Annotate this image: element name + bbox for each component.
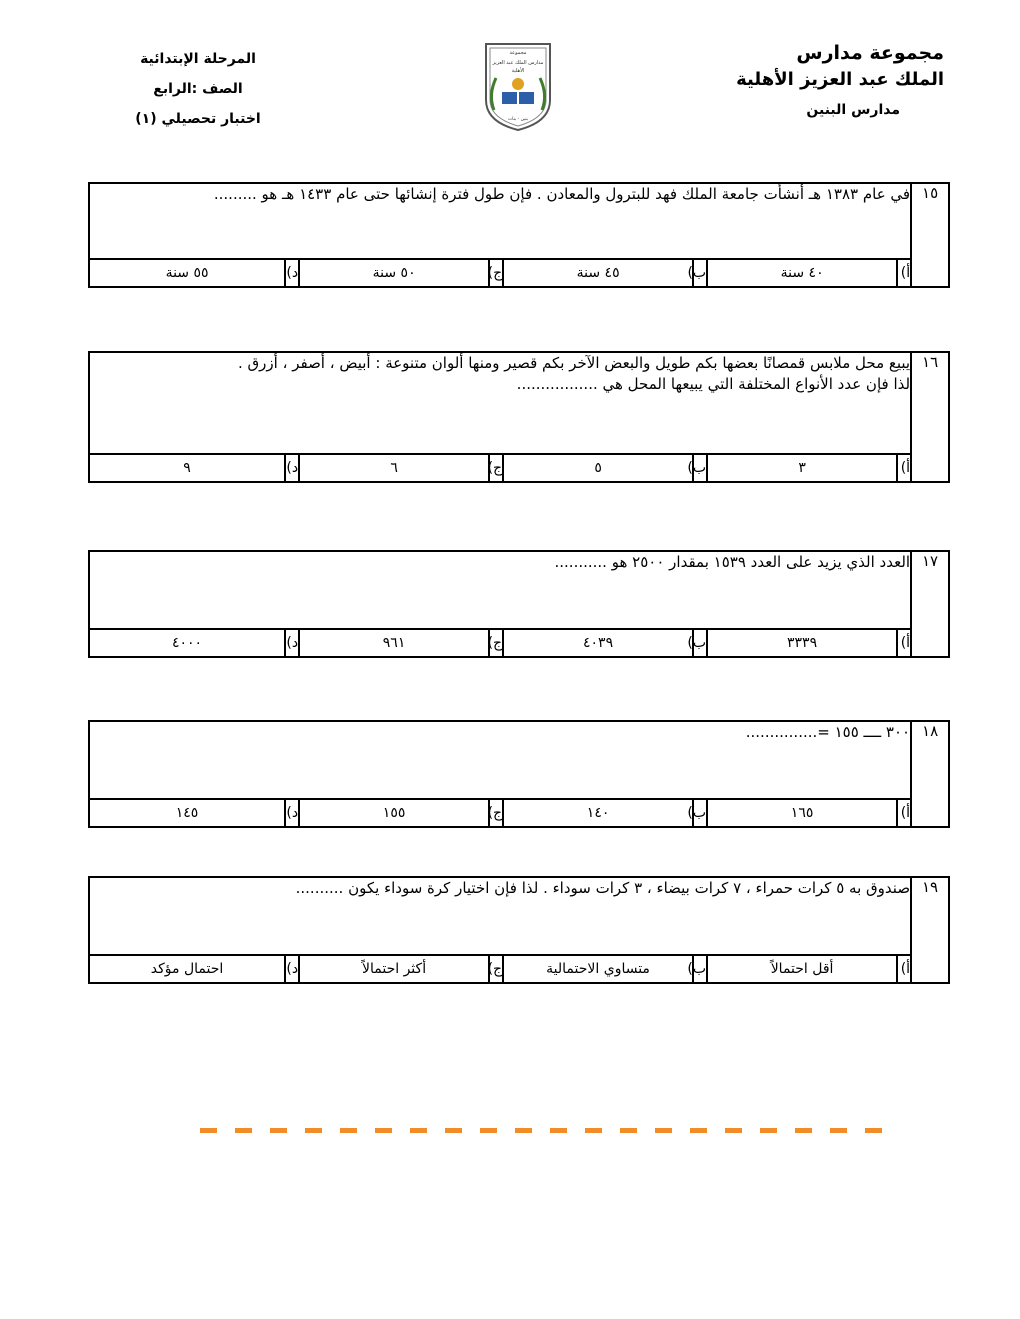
question-stem bbox=[89, 721, 911, 799]
option-letter: أ) bbox=[897, 629, 911, 657]
question-17 bbox=[88, 550, 950, 658]
logo-subtext: بنين - بنات bbox=[507, 117, 529, 122]
option-letter: أ) bbox=[897, 955, 911, 983]
logo-text-top: مجموعة bbox=[509, 50, 527, 56]
option-a[interactable]: ٣ bbox=[707, 454, 897, 482]
option-letter: أ) bbox=[897, 259, 911, 287]
logo-text-main: مدارس الملك عبد العزيز bbox=[492, 60, 544, 66]
option-letter: ج) bbox=[489, 454, 503, 482]
question-number: ١٦ bbox=[911, 352, 949, 482]
option-c[interactable]: ٩٦١ bbox=[299, 629, 489, 657]
question-stem bbox=[89, 877, 911, 955]
question-stem-line: ٣٠٠ ــــ ١٥٥ =............... bbox=[745, 723, 911, 741]
question-stem-line: العدد الذي يزيد على العدد ١٥٣٩ بمقدار ٢٥٠٠ هو ........... bbox=[554, 553, 911, 571]
option-letter: ج) bbox=[489, 799, 503, 827]
question-stem-line: في عام ١٣٨٣ هـ أنشأت جامعة الملك فهد للبترول والمعادن . فإن طول فترة إنشائها حتى عام ١٤٣٣ هـ هو ......... bbox=[213, 185, 911, 203]
exam-info bbox=[118, 46, 278, 136]
question-stem-line: لذا فإن عدد الأنواع المختلفة التي يبيعها المحل هي ................. bbox=[516, 375, 911, 393]
option-letter: أ) bbox=[897, 454, 911, 482]
logo-book-left bbox=[502, 92, 517, 104]
option-letter: د) bbox=[285, 259, 299, 287]
question-number: ١٥ bbox=[911, 183, 949, 287]
question-19 bbox=[88, 876, 950, 984]
logo-book-right bbox=[519, 92, 534, 104]
option-a[interactable]: ١٦٥ bbox=[707, 799, 897, 827]
option-b[interactable]: ٤٥ سنة bbox=[503, 259, 693, 287]
option-b[interactable]: ٥ bbox=[503, 454, 693, 482]
option-letter: ج) bbox=[489, 955, 503, 983]
question-number: ١٨ bbox=[911, 721, 949, 827]
option-letter: د) bbox=[285, 454, 299, 482]
option-c[interactable]: ٥٠ سنة bbox=[299, 259, 489, 287]
option-b[interactable]: ١٤٠ bbox=[503, 799, 693, 827]
option-letter: ب) bbox=[693, 799, 707, 827]
option-letter: ب) bbox=[693, 454, 707, 482]
school-logo bbox=[478, 40, 558, 132]
school-name: الملك عبد العزيز الأهلية bbox=[736, 69, 944, 90]
page-divider bbox=[200, 1128, 900, 1133]
option-letter: ج) bbox=[489, 259, 503, 287]
option-letter: د) bbox=[285, 799, 299, 827]
school-header bbox=[684, 40, 944, 118]
option-b[interactable]: متساوي الاحتمالية bbox=[503, 955, 693, 983]
question-18 bbox=[88, 720, 950, 828]
question-number: ١٧ bbox=[911, 551, 949, 657]
option-a[interactable]: أقل احتمالاً bbox=[707, 955, 897, 983]
exam-title: اختبار تحصيلي (١) bbox=[135, 111, 261, 127]
option-b[interactable]: ٤٠٣٩ bbox=[503, 629, 693, 657]
option-a[interactable]: ٣٣٣٩ bbox=[707, 629, 897, 657]
question-stem bbox=[89, 551, 911, 629]
option-letter: ب) bbox=[693, 629, 707, 657]
option-c[interactable]: ١٥٥ bbox=[299, 799, 489, 827]
option-letter: د) bbox=[285, 955, 299, 983]
question-stem bbox=[89, 183, 911, 259]
logo-lamp bbox=[512, 78, 524, 90]
school-group: مجموعة مدارس bbox=[796, 42, 944, 64]
option-c[interactable]: ٦ bbox=[299, 454, 489, 482]
grade-label: الصف :الرابع bbox=[153, 81, 243, 97]
option-a[interactable]: ٤٠ سنة bbox=[707, 259, 897, 287]
option-c[interactable]: أكثر احتمالاً bbox=[299, 955, 489, 983]
school-section: مدارس البنين bbox=[806, 102, 900, 118]
option-letter: ب) bbox=[693, 955, 707, 983]
option-letter: أ) bbox=[897, 799, 911, 827]
logo-text-ahlia: الأهلية bbox=[511, 68, 525, 74]
option-d[interactable]: ٤٠٠٠ bbox=[89, 629, 285, 657]
stage-label: المرحلة الإبتدائية bbox=[140, 51, 256, 67]
option-d[interactable]: ٩ bbox=[89, 454, 285, 482]
question-stem-line: صندوق به ٥ كرات حمراء ، ٧ كرات بيضاء ، ٣ كرات سوداء . لذا فإن اختيار كرة سوداء يكون .......... bbox=[295, 879, 911, 897]
option-letter: د) bbox=[285, 629, 299, 657]
question-number: ١٩ bbox=[911, 877, 949, 983]
option-d[interactable]: ٥٥ سنة bbox=[89, 259, 285, 287]
option-letter: ج) bbox=[489, 629, 503, 657]
question-stem-line: يبيع محل ملابس قمصانًا بعضها بكم طويل والبعض الآخر بكم قصير ومنها ألوان متنوعة : أبيض ، أصفر ، أزرق . bbox=[238, 354, 911, 372]
question-16 bbox=[88, 351, 950, 483]
question-15 bbox=[88, 182, 950, 288]
option-d[interactable]: احتمال مؤكد bbox=[89, 955, 285, 983]
option-letter: ب) bbox=[693, 259, 707, 287]
question-stem bbox=[89, 352, 911, 454]
option-d[interactable]: ١٤٥ bbox=[89, 799, 285, 827]
